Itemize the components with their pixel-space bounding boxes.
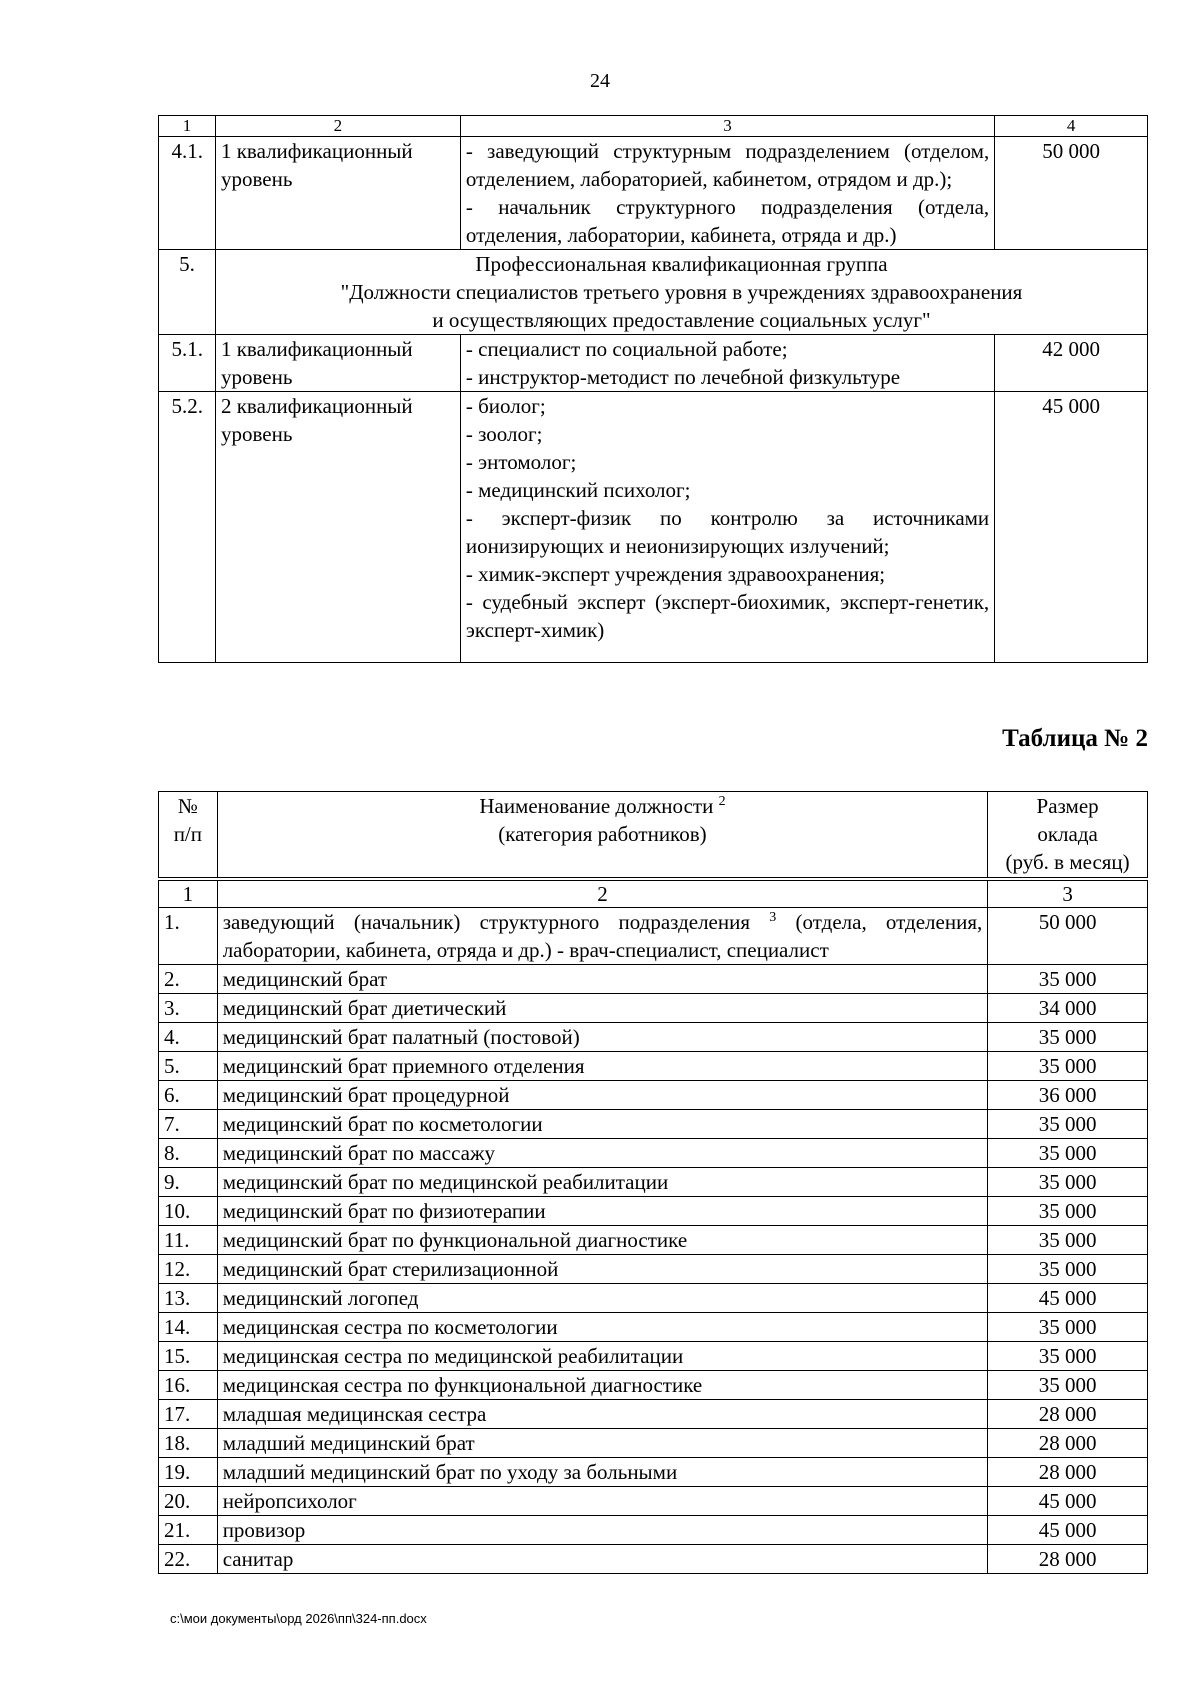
position-item: - химик-эксперт учреждения здравоохранения; [465,562,886,586]
row-number: 11. [159,1226,218,1255]
salary-value: 35 000 [988,1313,1148,1342]
name-header-line [223,792,983,820]
salary-value: 36 000 [988,1081,1148,1110]
table-row [159,1081,1148,1110]
position-item: - эксперт-физик по контролю за источниками ионизирующих и неионизирующих излучений; [465,506,990,558]
position-name-text: (отдела, отделения, лаборатории, кабинета, отряда и др.) - врач-специалист, специалист [222,910,983,962]
salary-value: 28 000 [988,1545,1148,1574]
salary-table-2 [158,791,1148,1574]
position-name: медицинский брат по массажу [217,1139,988,1168]
salary-value: 42 000 [995,335,1148,392]
table-row [159,137,1148,250]
positions-cell [460,392,994,663]
group-row [159,250,1148,335]
page-number: 24 [590,70,610,92]
position-name: медицинский брат по медицинской реабилитации [217,1168,988,1197]
salary-value: 45 000 [988,1487,1148,1516]
salary-header-line: Размер [1036,794,1099,818]
position-name: медицинский брат по функциональной диагностике [217,1226,988,1255]
table-row [159,1313,1148,1342]
salary-value: 35 000 [988,1139,1148,1168]
qualification-level: 1 квалификационный уровень [215,335,460,392]
table1-col-number: 1 [159,116,216,137]
name-header [217,792,988,880]
row-number: 16. [159,1371,218,1400]
position-item: - специалист по социальной работе; [465,337,788,361]
table-row [159,1400,1148,1429]
table-row [159,1371,1148,1400]
position-name: младшая медицинская сестра [217,1400,988,1429]
row-number: 6. [159,1081,218,1110]
group-title-line: и осуществляющих предоставление социальных услуг" [432,308,931,332]
table-row [159,965,1148,994]
row-number: 21. [159,1516,218,1545]
position-name: медицинский брат процедурной [217,1081,988,1110]
salary-value: 35 000 [988,1371,1148,1400]
position-name: медицинский брат палатный (постовой) [217,1023,988,1052]
positions-cell [460,137,994,250]
position-item: - заведующий структурным подразделением (отделом, отделением, лабораторией, кабинетом, отрядом и др.); [465,139,990,191]
position-name: медицинский брат по физиотерапии [217,1197,988,1226]
position-name: медицинский брат диетический [217,994,988,1023]
group-title [215,250,1147,335]
position-name [217,908,988,965]
salary-value: 50 000 [995,137,1148,250]
group-title-line: Профессиональная квалификационная группа [475,252,888,276]
table1-header-row [159,116,1148,137]
salary-header-line: (руб. в месяц) [1005,850,1130,874]
salary-value: 50 000 [988,908,1148,965]
name-header-line: (категория работников) [498,822,707,846]
row-number: 2. [159,965,218,994]
group-title-line: "Должности специалистов третьего уровня в учреждениях здравоохранения [340,280,1023,304]
row-number: 13. [159,1284,218,1313]
table2-col-number: 2 [217,879,988,908]
salary-value: 35 000 [988,1168,1148,1197]
position-name: младший медицинский брат по уходу за больными [217,1458,988,1487]
table-row [159,1197,1148,1226]
row-number: 20. [159,1487,218,1516]
row-number: 1. [159,908,218,965]
table1-col-number: 4 [995,116,1148,137]
table-row [159,1023,1148,1052]
position-name-text: заведующий (начальник) структурного подразделения [222,910,751,934]
salary-table-1 [158,115,1148,663]
positions-cell [460,335,994,392]
salary-value: 28 000 [988,1400,1148,1429]
position-item: - энтомолог; [465,450,577,474]
salary-value: 35 000 [988,1023,1148,1052]
row-number: 12. [159,1255,218,1284]
qualification-level: 2 квалификационный уровень [215,392,460,663]
position-item: - зоолог; [465,422,543,446]
row-number: 5.1. [159,335,216,392]
salary-header-line: оклада [1037,822,1098,846]
row-number: 5. [159,1052,218,1081]
position-item: - начальник структурного подразделения (отдела, отделения, лаборатории, кабинета, отряда и др.) [465,195,990,247]
qualification-level: 1 квалификационный уровень [215,137,460,250]
position-item: - медицинский психолог; [465,478,691,502]
row-number: 5.2. [159,392,216,663]
salary-value: 45 000 [995,392,1148,663]
position-name: медицинский брат по косметологии [217,1110,988,1139]
position-item: - биолог; [465,394,546,418]
position-name: санитар [217,1545,988,1574]
file-path-footer: c:\мои документы\орд 2026\пп\324-пп.docx [170,1611,427,1626]
table-row [159,1487,1148,1516]
salary-value: 35 000 [988,965,1148,994]
row-number: 15. [159,1342,218,1371]
name-header-text: Наименование должности [479,794,714,818]
position-name: медицинская сестра по медицинской реабилитации [217,1342,988,1371]
salary-value: 45 000 [988,1516,1148,1545]
position-name: младший медицинский брат [217,1429,988,1458]
table-row [159,1284,1148,1313]
row-number: 19. [159,1458,218,1487]
salary-value: 35 000 [988,1342,1148,1371]
position-name: медицинский логопед [217,1284,988,1313]
table-row [159,1458,1148,1487]
table-row [159,994,1148,1023]
table-2-caption: Таблица № 2 [1002,725,1148,752]
position-name: медицинский брат стерилизационной [217,1255,988,1284]
row-number: 22. [159,1545,218,1574]
salary-value: 28 000 [988,1429,1148,1458]
table2-col-number: 3 [988,879,1148,908]
num-header-line: № [177,794,198,818]
table-row [159,1168,1148,1197]
table-row [159,1429,1148,1458]
table-row [159,1052,1148,1081]
row-number: 9. [159,1168,218,1197]
table-row [159,1342,1148,1371]
salary-value: 35 000 [988,1255,1148,1284]
table-row [159,392,1148,663]
table-row [159,1516,1148,1545]
position-name: медицинская сестра по косметологии [217,1313,988,1342]
position-name: медицинская сестра по функциональной диагностике [217,1371,988,1400]
row-number: 4.1. [159,137,216,250]
table1-col-number: 2 [215,116,460,137]
salary-value: 34 000 [988,994,1148,1023]
salary-header [988,792,1148,880]
table-row [159,908,1148,965]
salary-value: 35 000 [988,1052,1148,1081]
row-number: 10. [159,1197,218,1226]
row-number: 18. [159,1429,218,1458]
table-row [159,335,1148,392]
table-row [159,1139,1148,1168]
salary-value: 28 000 [988,1458,1148,1487]
row-number: 5. [159,250,216,335]
row-number: 4. [159,1023,218,1052]
table-row [159,1545,1148,1574]
salary-value: 35 000 [988,1197,1148,1226]
position-name: провизор [217,1516,988,1545]
position-name: медицинский брат [217,965,988,994]
row-number: 3. [159,994,218,1023]
table-row [159,1110,1148,1139]
table2-col-number: 1 [159,879,218,908]
table-row [159,1255,1148,1284]
salary-value: 35 000 [988,1226,1148,1255]
salary-value: 35 000 [988,1110,1148,1139]
table-row [159,1226,1148,1255]
row-number: 8. [159,1139,218,1168]
num-header-line: п/п [173,822,202,846]
row-number: 7. [159,1110,218,1139]
table2-col-numbers-row [159,879,1148,908]
position-item: - инструктор-методист по лечебной физкультуре [465,365,901,389]
position-item: - судебный эксперт (эксперт-биохимик, эксперт-генетик, эксперт-химик) [465,590,990,642]
salary-value: 45 000 [988,1284,1148,1313]
num-header [159,792,218,880]
table2-header-row [159,792,1148,880]
row-number: 17. [159,1400,218,1429]
position-name: нейропсихолог [217,1487,988,1516]
footnote-mark: 3 [769,910,777,925]
footnote-mark: 2 [718,794,726,809]
row-number: 14. [159,1313,218,1342]
table1-col-number: 3 [460,116,994,137]
position-name: медицинский брат приемного отделения [217,1052,988,1081]
